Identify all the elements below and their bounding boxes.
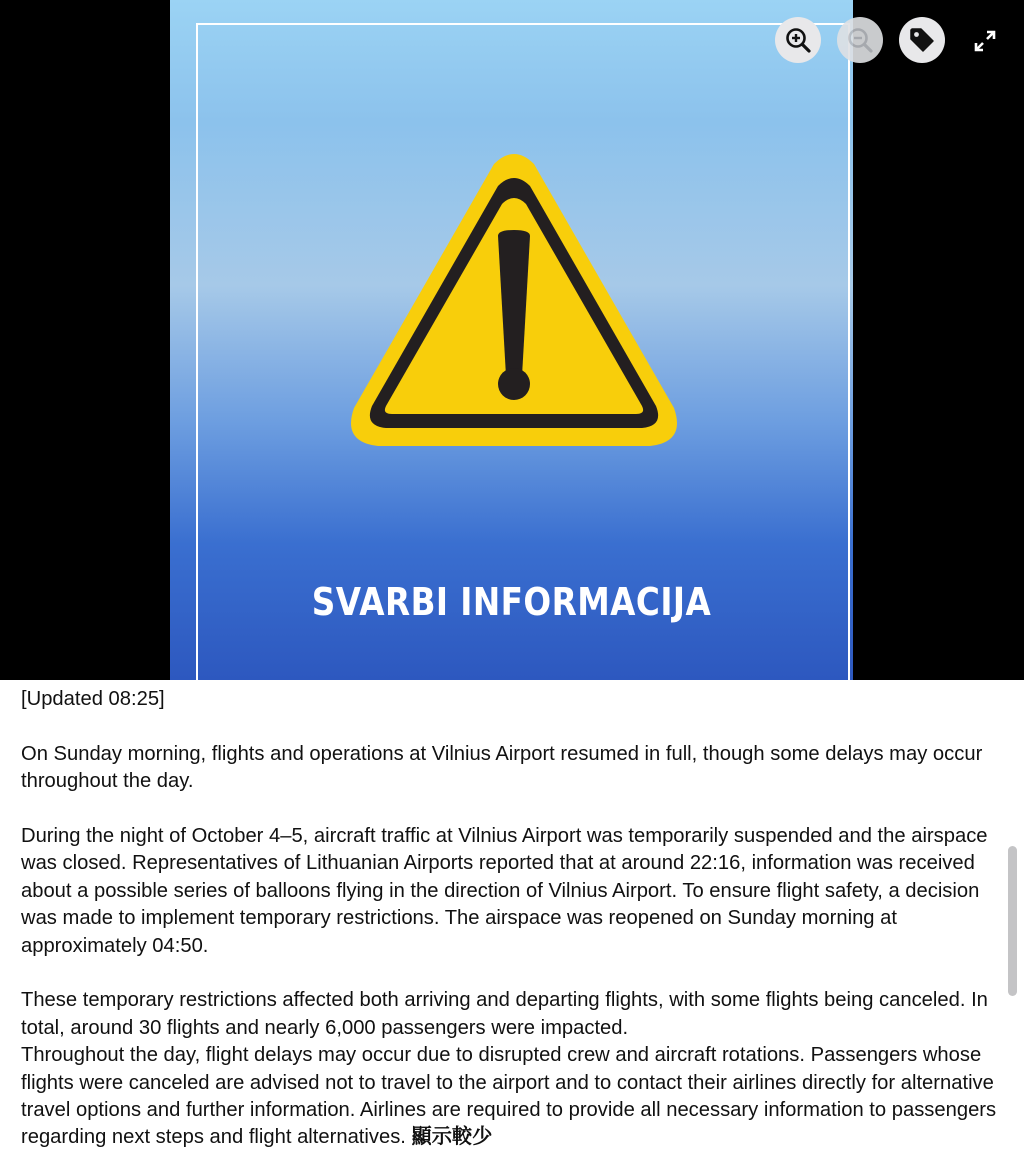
expand-icon (973, 29, 997, 53)
paragraph-2: During the night of October 4–5, aircraft traffic at Vilnius Airport was temporarily suspended and the airspace was closed. Representatives of Lithuanian Airports reported that at around 22:16, information was received about a possible series of balloons flying in the direction of Vilnius Airport. To ensure flight safety, a decision was made to implement temporary restrictions. The airspace was reopened on Sunday morning at approximately 04:50. (21, 825, 988, 957)
paragraph-4 (21, 1042, 1006, 1152)
paragraph-3: These temporary restrictions affected both arriving and departing flights, with some flights being canceled. In total, around 30 flights and nearly 6,000 passengers were impacted. (21, 989, 988, 1039)
show-less-link[interactable]: 顯示較少 (411, 1126, 493, 1149)
expand-button[interactable] (966, 22, 1004, 60)
paragraph-4-text: Throughout the day, flight delays may occur due to disrupted crew and aircraft rotations. Passengers whose flights were canceled are advised not to travel to the airport and to contact their airlines directly for alternative travel options and further information. Airlines are required to provide all necessary information to passengers regarding next steps and flight alternatives. (21, 1044, 997, 1149)
tag-icon (908, 26, 936, 54)
zoom-out-button[interactable] (837, 17, 883, 63)
tag-button[interactable] (899, 17, 945, 63)
paragraph-1: On Sunday morning, flights and operations at Vilnius Airport resumed in full, though some delays may occur throughout the day. (21, 742, 983, 793)
zoom-out-icon (846, 26, 874, 54)
update-note: [Updated 08:25] (21, 688, 165, 710)
scrollbar[interactable] (1008, 846, 1017, 996)
zoom-in-icon (784, 26, 812, 54)
poster-image (170, 0, 853, 680)
post-text (21, 686, 1006, 1152)
poster-title: SVARBI INFORMACIJA (311, 580, 712, 624)
warning-triangle-icon (346, 150, 682, 452)
zoom-in-button[interactable] (775, 17, 821, 63)
